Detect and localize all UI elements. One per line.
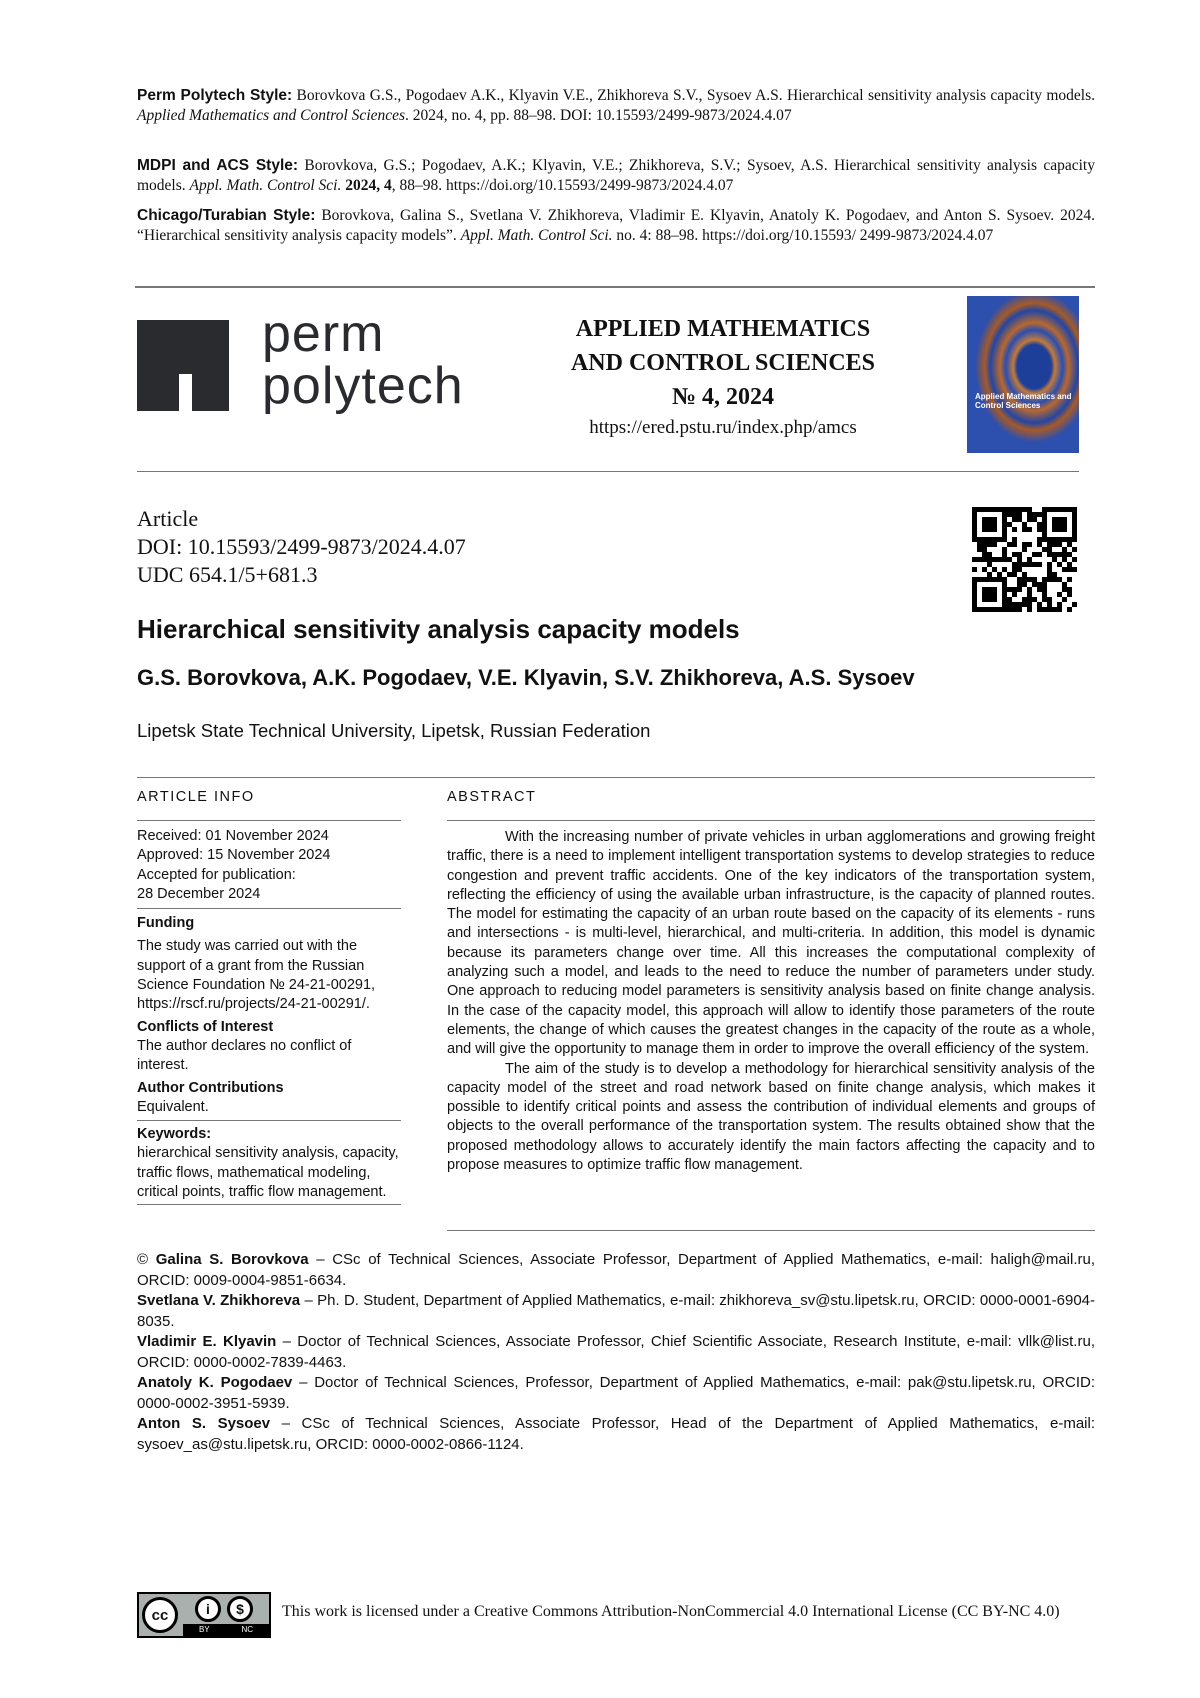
divider [137,777,1095,778]
citation-chicago-style [137,206,1095,246]
author-name: Vladimir E. Klyavin [137,1333,277,1350]
divider [447,1230,1095,1231]
divider [447,820,1095,821]
funding-section [137,909,401,1205]
keywords-text: hierarchical sensitivity analysis, capacity, traffic flows, mathematical modeling, critical points, traffic flow management. [137,1144,401,1205]
author-details: – CSc of Technical Sciences, Associate Professor, Head of the Department of Applied Mathematics, e-mail: sysoev_as@stu.lipetsk.ru, ORCID: 0000-0002-0866-1124. [137,1415,1096,1453]
author-name: Anton S. Sysoev [137,1415,271,1432]
logo-notch [179,374,192,411]
keywords-label: Keywords: [137,1126,212,1143]
author-details: – Doctor of Technical Sciences, Associate Professor, Chief Scientific Associate, Research Institute, e-mail: vllk@list.ru, ORCID: 0000-0002-7839-4463. [137,1333,1095,1371]
author-bios [137,1250,1095,1455]
author-bio [137,1373,1095,1414]
author-bio [137,1332,1095,1373]
citation-journal: Appl. Math. Control Sci. [189,177,342,194]
abstract-paragraph: The aim of the study is to develop a methodology for hierarchical sensitivity analysis of the capacity model of the street and road network based on finite change analysis, which makes it possible to identify critical points and assess the contribution of individual elements and groups of objects to the overall performance of the transportation system. The results obtained show that the proposed methodology allows to accurately identify the main factors affecting the capacity and to propose measures to optimize traffic flow management. [447,1060,1095,1174]
abstract-paragraph: With the increasing number of private vehicles in urban agglomerations and growing freight traffic, there is a need to implement intelligent transportation systems to develop strategies to reduce congestion and prevent traffic accidents. One of the key indicators of the transportation system, reflecting the efficiency of using the available urban infrastructure, is the capacity of planned routes. The model for estimating the capacity of an urban route based on the capacity of its elements - runs and intersections - is multi-level, hierarchical, and multi-criteria. In addition, this model is dynamic because its parameters change over time. All this increases the computational complexity of analyzing such a model, and leads to the need to reduce the number of parameters under study. One approach to reducing model parameters is sensitivity analysis based on finite change analysis. In the case of the capacity model, this approach will allow to identify those parameters of the route elements, the change of which causes the greatest changes in the capacity of the route as a whole, and will give the opportunity to manage them in order to improve the overall efficiency of the system. [447,829,1095,1058]
journal-title-line-1: APPLIED MATHEMATICS [575,316,871,342]
divider [137,471,1079,472]
abstract-body [447,828,1095,1175]
cover-title: Applied Mathematics and Control Sciences [975,392,1072,410]
author-details: – CSc of Technical Sciences, Associate Professor, Department of Applied Mathematics, e-mail: haligh@mail.ru, ORCID: 0009-0004-9851-6634. [137,1251,1095,1289]
abstract-heading: ABSTRACT [447,789,537,805]
noncommercial-icon: $ [227,1596,253,1622]
by-label: BY [198,1625,210,1634]
copyright-symbol: © [137,1251,156,1268]
article-meta [137,505,466,589]
journal-cover-image [967,296,1079,453]
accepted-label: Accepted for publication: [137,866,296,883]
contributions-label: Author Contributions [137,1079,284,1096]
article-authors: G.S. Borovkova, A.K. Pogodaev, V.E. Klyavin, S.V. Zhikhoreva, A.S. Sysoev [137,665,915,690]
citation-journal: Applied Mathematics and Control Sciences [137,107,406,124]
article-title: Hierarchical sensitivity analysis capacity models [137,614,740,644]
article-doi: DOI: 10.15593/2499-9873/2024.4.07 [137,534,466,559]
approved-date: Approved: 15 November 2024 [137,847,331,864]
logo-line-1: perm [262,305,385,363]
article-info-heading: ARTICLE INFO [137,789,255,805]
funding-label: Funding [137,915,195,932]
citation-volume: 2024, 4 [341,177,392,194]
author-name: Galina S. Borovkova [155,1251,309,1268]
author-bio [137,1291,1095,1332]
divider [137,820,401,821]
license-text: This work is licensed under a Creative Commons Attribution-NonCommercial 4.0 International License (CC BY-NC 4.0) [282,1603,1060,1620]
citation-text: Borovkova, Galina S., Svetlana V. Zhikhoreva, Vladimir E. Klyavin, Anatoly K. Pogodaev, and Anton S. Sysoev. 2024. “Hierarchical sensitivity analysis capacity models”. [137,207,1095,244]
journal-issue: № 4, 2024 [671,384,775,410]
conflicts-label: Conflicts of Interest [137,1018,274,1035]
citation-doi[interactable]: , 88–98. https://doi.org/10.15593/2499-9873/2024.4.07 [391,177,734,194]
citation-text: Borovkova, G.S.; Pogodaev, A.K.; Klyavin, V.E.; Zhikhoreva, S.V.; Sysoev, A.S. Hierarchical sensitivity analysis capacity models. [137,157,1095,194]
citation-doi[interactable]: . 2024, no. 4, pp. 88–98. DOI: 10.15593/2499-9873/2024.4.07 [405,107,792,124]
journal-title-line-2: AND CONTROL SCIENCES [570,350,876,376]
author-name: Svetlana V. Zhikhoreva [137,1292,301,1309]
citation-text: Borovkova G.S., Pogodaev A.K., Klyavin V.E., Zhikhoreva S.V., Sysoev A.S. Hierarchical sensitivity analysis capacity models. [292,87,1095,104]
author-details: – Ph. D. Student, Department of Applied Mathematics, e-mail: zhikhoreva_sv@stu.lipetsk.ru, ORCID: 0000-0001-6904-8035. [137,1292,1096,1330]
citation-doi[interactable]: no. 4: 88–98. https://doi.org/10.15593/ 2499-9873/2024.4.07 [612,227,994,244]
funding-text: The study was carried out with the support of a grant from the Russian Science Foundation № 24-21-00291, https://rscf.ru/projects/24-21-00291/. [137,938,376,1013]
citation-label: Chicago/Turabian Style: [137,207,316,224]
journal-header [540,312,906,442]
citation-journal: Appl. Math. Control Sci. [460,227,613,244]
citation-mdpi-style [137,156,1095,196]
dates-section [137,822,401,909]
journal-url-link[interactable]: https://ered.pstu.ru/index.php/amcs [589,417,857,438]
accepted-date: 28 December 2024 [137,885,261,902]
citation-label: Perm Polytech Style: [137,87,293,104]
author-bio [137,1414,1095,1455]
badge-label-bar [183,1624,269,1636]
divider [135,286,1095,288]
conflicts-text: The author declares no conflict of interest. [137,1037,352,1074]
perm-polytech-logo-text [262,305,464,415]
contributions-text: Equivalent. [137,1098,401,1121]
affiliation: Lipetsk State Technical University, Lipetsk, Russian Federation [137,720,651,741]
citation-label: MDPI and ACS Style: [137,157,299,174]
author-bio [137,1250,1095,1291]
cc-icon: cc [142,1597,178,1633]
qr-code [970,507,1079,612]
received-date: Received: 01 November 2024 [137,828,329,844]
article-udc: UDC 654.1/5+681.3 [137,562,318,587]
article-type: Article [137,506,199,531]
attribution-icon: i [195,1596,221,1622]
cc-by-nc-badge[interactable] [137,1592,271,1638]
logo-line-2: polytech [262,357,464,415]
nc-label: NC [241,1625,254,1634]
citation-perm-style [137,86,1095,126]
author-name: Anatoly K. Pogodaev [137,1374,293,1391]
author-details: – Doctor of Technical Sciences, Professor, Department of Applied Mathematics, e-mail: pak@stu.lipetsk.ru, ORCID: 0000-0002-3951-5939. [137,1374,1095,1412]
article-info [137,822,401,1205]
